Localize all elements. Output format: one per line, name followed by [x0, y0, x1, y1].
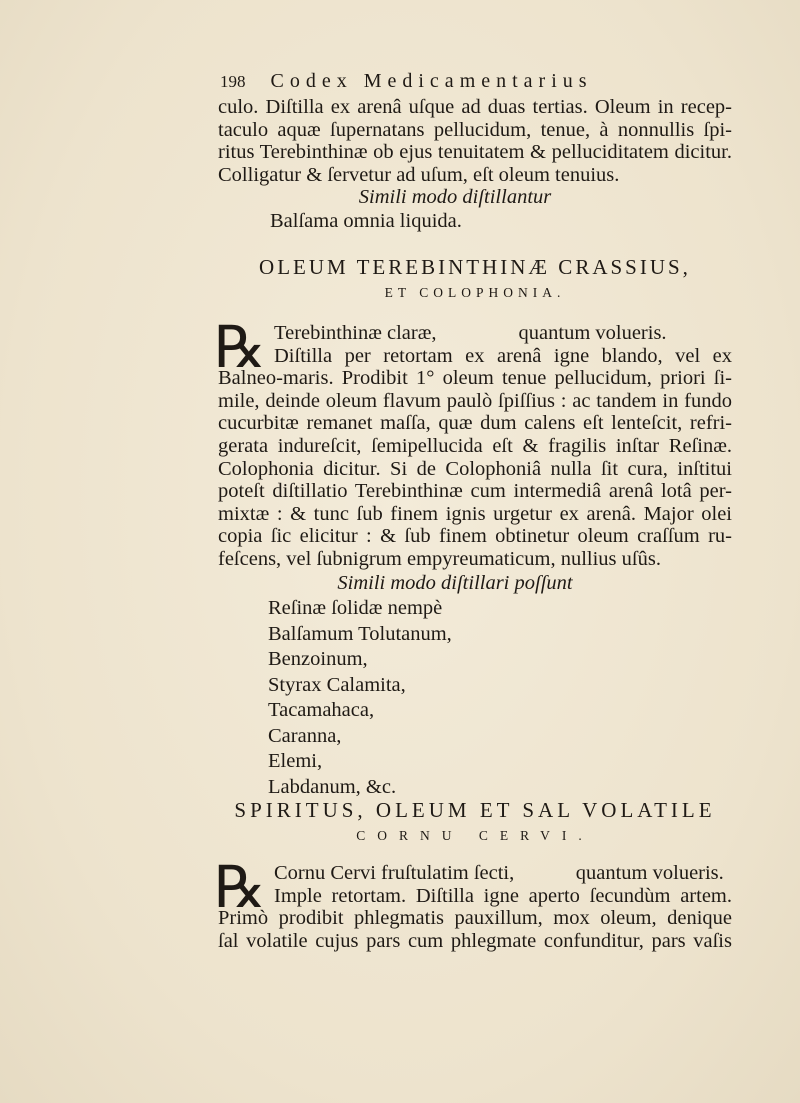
text-line: ſal volatile cujus pars cum phlegmate confunditur, pars vaſis [218, 929, 732, 952]
text-line: gerata indureſcit, ſemipellucida eſt & fragilis inſtar Reſinæ. [218, 434, 732, 457]
list-item: Benzoinum, [268, 648, 368, 670]
text-line: Terebinthinæ claræ, quantum volueris. [274, 322, 667, 344]
page-number: 198 [220, 72, 246, 91]
list-item: Elemi, [268, 750, 323, 772]
text-line: Colligatur & ſervetur ad uſum, eſt oleum tenuius. [218, 163, 620, 186]
section-subtitle: ET COLOPHONIA. [384, 285, 566, 300]
balsama-line: Balſama omnia liquida. [270, 210, 462, 232]
running-title: Codex Medicamentarius [270, 70, 593, 92]
text-line: Cornu Cervi fruſtulatim ſecti, quantum volueris. [274, 862, 724, 884]
recipe-symbol: ℞ [214, 313, 266, 381]
list-item: Caranna, [268, 724, 342, 747]
text-line: Diſtilla per retortam ex arenâ igne blando, vel ex [274, 344, 732, 367]
list-item: Styrax Calamita, [268, 673, 406, 696]
text-line: feſcens, vel ſubnigrum empyreumaticum, nullius uſûs. [218, 547, 661, 570]
running-header [220, 70, 730, 93]
list-item: Balſamum Tolutanum, [268, 622, 452, 645]
recipe-paragraph [218, 322, 732, 571]
text-line: mixtæ : & tunc ſub finem ignis urgetur ex arenâ. Major olei [218, 502, 732, 525]
text-line: Colophonia dicitur. Si de Colophoniâ nulla ſit cura, inſtitui [218, 457, 732, 480]
text-line: ritus Terebinthinæ ob ejus tenuitatem & pelluciditatem dicitur. [218, 141, 732, 164]
recipe-paragraph [218, 862, 732, 952]
recipe-symbol: ℞ [214, 853, 266, 921]
text-line: Balneo-maris. Prodibit 1° oleum tenue pellucidum, priori ſi- [218, 367, 732, 390]
resin-list [268, 596, 452, 800]
list-item: Tacamahaca, [268, 699, 375, 721]
section-title: SPIRITUS, OLEUM ET SAL VOLATILE [234, 798, 716, 822]
similar-note: Simili modo diſtillari poſſunt [337, 572, 573, 594]
similar-note: Simili modo diſtillantur [358, 186, 552, 208]
text-line: poteſt diſtillatio Terebinthinæ cum intermediâ arenâ lotâ per- [218, 480, 732, 503]
intro-paragraph [218, 96, 732, 186]
text-line: taculo aquæ ſupernatans pellucidum, tenue, à nonnullis ſpi- [218, 118, 732, 141]
text-line: cucurbitæ remanet maſſa, quæ dum calens eſt lenteſcit, refri- [218, 412, 732, 435]
section-subtitle: CORNU CERVI. [356, 828, 594, 843]
list-item: Labdanum, &c. [268, 775, 397, 798]
list-item: Reſinæ ſolidæ nempè [268, 597, 443, 619]
section-title: OLEUM TEREBINTHINÆ CRASSIUS, [259, 255, 691, 279]
text-line: mile, deinde oleum flavum paulò ſpiſſius : ac tandem in fundo [218, 389, 732, 412]
text-line: Imple retortam. Diſtilla igne aperto ſecundùm artem. [274, 884, 732, 907]
text-line: Primò prodibit phlegmatis pauxillum, mox oleum, denique [218, 907, 732, 930]
text-line: culo. Diſtilla ex arenâ uſque ad duas tertias. Oleum in recep- [218, 96, 732, 118]
text-line: copia ſic elicitur : & ſub finem obtinetur oleum craſſum ru- [218, 525, 732, 548]
